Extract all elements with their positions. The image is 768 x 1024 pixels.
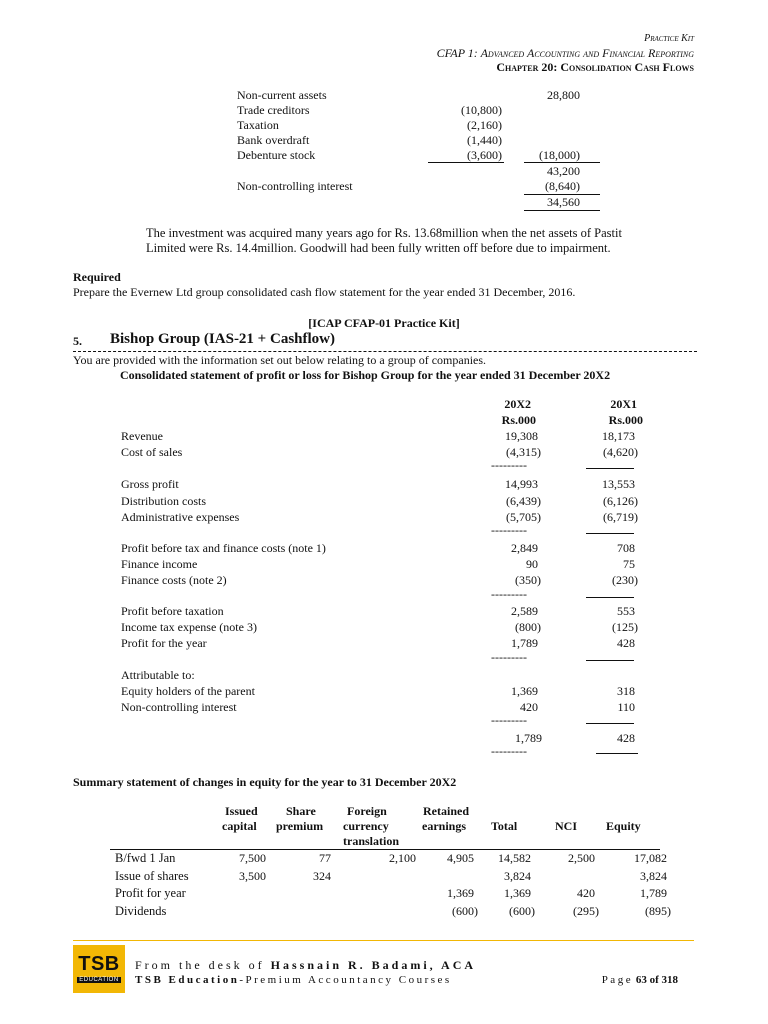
row-label: Debenture stock [237, 148, 316, 162]
pl-label: Non-controlling interest [121, 700, 237, 714]
pl-a: 2,589 [511, 604, 538, 618]
statement-title: Consolidated statement of profit or loss for Bishop Group for the year ended 31 December 20X2 [120, 368, 611, 382]
row-label: Taxation [237, 118, 279, 132]
pl-a: (800) [515, 620, 541, 634]
hdr-foreign-2: currency [343, 819, 389, 833]
page-current: 63 [635, 974, 647, 986]
rule [524, 162, 600, 163]
hdr-total: Total [491, 819, 518, 833]
row-c1: (10,800) [461, 103, 502, 117]
pl-label: Cost of sales [121, 445, 183, 459]
soce-cell: 324 [313, 869, 331, 883]
soce-cell: 2,100 [389, 851, 416, 865]
pl-a: 2,849 [511, 541, 538, 555]
pl-label: Income tax expense (note 3) [121, 620, 257, 634]
col-year-20x2: 20X2 [504, 397, 531, 411]
soce-label: Dividends [115, 904, 167, 918]
soce-cell: 420 [577, 886, 595, 900]
soce-cell: (600) [452, 904, 478, 918]
footer-brand: TSB Education [135, 974, 240, 986]
pl-a: 14,993 [505, 477, 538, 491]
soce-title: Summary statement of changes in equity for the year to 31 December 20X2 [73, 775, 457, 789]
hdr-share-1: Share [286, 804, 316, 818]
pl-dashes: --------- [491, 523, 527, 537]
row-c2: 43,200 [547, 164, 580, 178]
hdr-nci: NCI [555, 819, 578, 833]
tsb-logo [73, 945, 125, 993]
pl-dashes: --------- [491, 587, 527, 601]
row-c2: 34,560 [547, 195, 580, 209]
rule [428, 162, 504, 163]
soce-cell: 3,824 [640, 869, 667, 883]
pl-label: Profit before taxation [121, 604, 224, 618]
required-heading: Required [73, 270, 121, 284]
header-practice-kit: Practice Kit [644, 33, 694, 44]
pl-label: Gross profit [121, 477, 179, 491]
pl-label: Equity holders of the parent [121, 684, 255, 698]
hdr-foreign-3: translation [343, 834, 400, 848]
hdr-retained-1: Retained [423, 804, 469, 818]
pl-label: Finance income [121, 557, 198, 571]
col-year-20x1: 20X1 [610, 397, 637, 411]
page-number [602, 974, 678, 986]
hdr-equity: Equity [606, 819, 641, 833]
soce-cell: 1,789 [640, 886, 667, 900]
footer-author: Hassnain R. Badami, ACA [270, 958, 477, 972]
row-c2: (18,000) [539, 148, 580, 162]
soce-label: Profit for year [115, 886, 186, 900]
pl-b: 708 [617, 541, 635, 555]
pl-label: Administrative expenses [121, 510, 240, 524]
row-c1: (3,600) [467, 148, 502, 162]
soce-cell: (895) [645, 904, 671, 918]
pl-b: 553 [617, 604, 635, 618]
investment-paragraph: The investment was acquired many years ago for Rs. 13.68million when the net assets of Pastit [146, 226, 622, 240]
title-divider [73, 351, 697, 352]
pl-a: 1,369 [511, 684, 538, 698]
pl-a: (5,705) [506, 510, 541, 524]
soce-cell: 3,824 [504, 869, 531, 883]
row-c1: (1,440) [467, 133, 502, 147]
pl-label: Profit for the year [121, 636, 207, 650]
row-label: Non-current assets [237, 88, 327, 102]
soce-cell: 1,369 [504, 886, 531, 900]
soce-cell: 1,369 [447, 886, 474, 900]
footer-line-2 [135, 974, 452, 986]
question-title: Bishop Group (IAS-21 + Cashflow) [110, 331, 335, 347]
pl-rule [586, 468, 634, 469]
hdr-foreign-1: Foreign [347, 804, 387, 818]
footer-rule [73, 940, 694, 941]
row-c2: 28,800 [547, 88, 580, 102]
soce-cell: 2,500 [568, 851, 595, 865]
pl-rule [586, 597, 634, 598]
row-label: Non-controlling interest [237, 179, 353, 193]
hdr-share-2: premium [276, 819, 324, 833]
soce-cell: 14,582 [498, 851, 531, 865]
pl-b: 318 [617, 684, 635, 698]
pl-b: 18,173 [602, 429, 635, 443]
pl-rule [586, 660, 634, 661]
col-unit-20x1: Rs.000 [608, 413, 643, 427]
header-course: CFAP 1: Advanced Accounting and Financial Reporting [436, 46, 694, 60]
pl-a: 1,789 [515, 731, 542, 745]
soce-cell: 3,500 [239, 869, 266, 883]
pl-label: Revenue [121, 429, 163, 443]
investment-paragraph-2: Limited were Rs. 14.4million. Goodwill had been fully written off before due to impairment. [146, 241, 611, 255]
pl-a: 19,308 [505, 429, 538, 443]
pl-b: 110 [617, 700, 635, 714]
pl-label: Attributable to: [121, 668, 195, 682]
pl-a: 420 [520, 700, 538, 714]
header-chapter: Chapter 20: Consolidation Cash Flows [496, 60, 694, 74]
pl-b: 428 [617, 731, 635, 745]
page-label: Page [601, 974, 634, 986]
pl-b: 75 [623, 557, 635, 571]
pl-label: Profit before tax and finance costs (note 1) [121, 541, 326, 555]
soce-cell: 17,082 [634, 851, 667, 865]
pl-dashes: --------- [491, 713, 527, 727]
pl-b: 428 [617, 636, 635, 650]
pl-rule [586, 723, 634, 724]
footer-tagline: -Premium Accountancy Courses [239, 974, 452, 986]
soce-label: Issue of shares [115, 869, 189, 883]
question-number: 5. [73, 334, 82, 348]
soce-cell: 7,500 [239, 851, 266, 865]
pl-b: (230) [612, 573, 638, 587]
row-label: Trade creditors [237, 103, 310, 117]
col-unit-20x2: Rs.000 [501, 413, 536, 427]
logo-subtext: EDUCATION [77, 977, 121, 983]
logo-text: TSB [78, 953, 120, 975]
hdr-issued-2: capital [222, 819, 257, 833]
row-c2: (8,640) [545, 179, 580, 193]
page-total: of 318 [649, 974, 678, 986]
row-label: Bank overdraft [237, 133, 310, 147]
footer-line-1 [135, 958, 476, 973]
soce-cell: (600) [509, 904, 535, 918]
pl-label: Distribution costs [121, 494, 207, 508]
pl-a: 1,789 [511, 636, 538, 650]
pl-dashes: --------- [491, 744, 527, 758]
pl-rule [586, 533, 634, 534]
soce-header-rule [110, 849, 660, 850]
pl-a: 90 [526, 557, 538, 571]
hdr-retained-2: earnings [422, 819, 467, 833]
pl-label: Finance costs (note 2) [121, 573, 227, 587]
pl-a: (4,315) [506, 445, 541, 459]
soce-cell: (295) [573, 904, 599, 918]
pl-dashes: --------- [491, 458, 527, 472]
pl-b: (6,719) [603, 510, 638, 524]
pl-a: (6,439) [506, 494, 541, 508]
question-intro: You are provided with the information set out below relating to a group of companies. [73, 353, 487, 367]
soce-cell: 4,905 [447, 851, 474, 865]
soce-label: B/fwd 1 Jan [115, 851, 176, 865]
rule [524, 210, 600, 211]
footer-prefix: From the desk of [135, 958, 265, 972]
pl-rule [596, 753, 638, 754]
hdr-issued-1: Issued [225, 804, 258, 818]
pl-b: (6,126) [603, 494, 638, 508]
pl-a: (350) [515, 573, 541, 587]
pl-b: 13,553 [602, 477, 635, 491]
pl-b: (125) [612, 620, 638, 634]
pl-b: (4,620) [603, 445, 638, 459]
soce-cell: 77 [319, 851, 331, 865]
pl-dashes: --------- [491, 650, 527, 664]
source-reference: [ICAP CFAP-01 Practice Kit] [308, 316, 460, 330]
required-text: Prepare the Evernew Ltd group consolidated cash flow statement for the year ended 31 December, 2016. [73, 285, 576, 299]
row-c1: (2,160) [467, 118, 502, 132]
